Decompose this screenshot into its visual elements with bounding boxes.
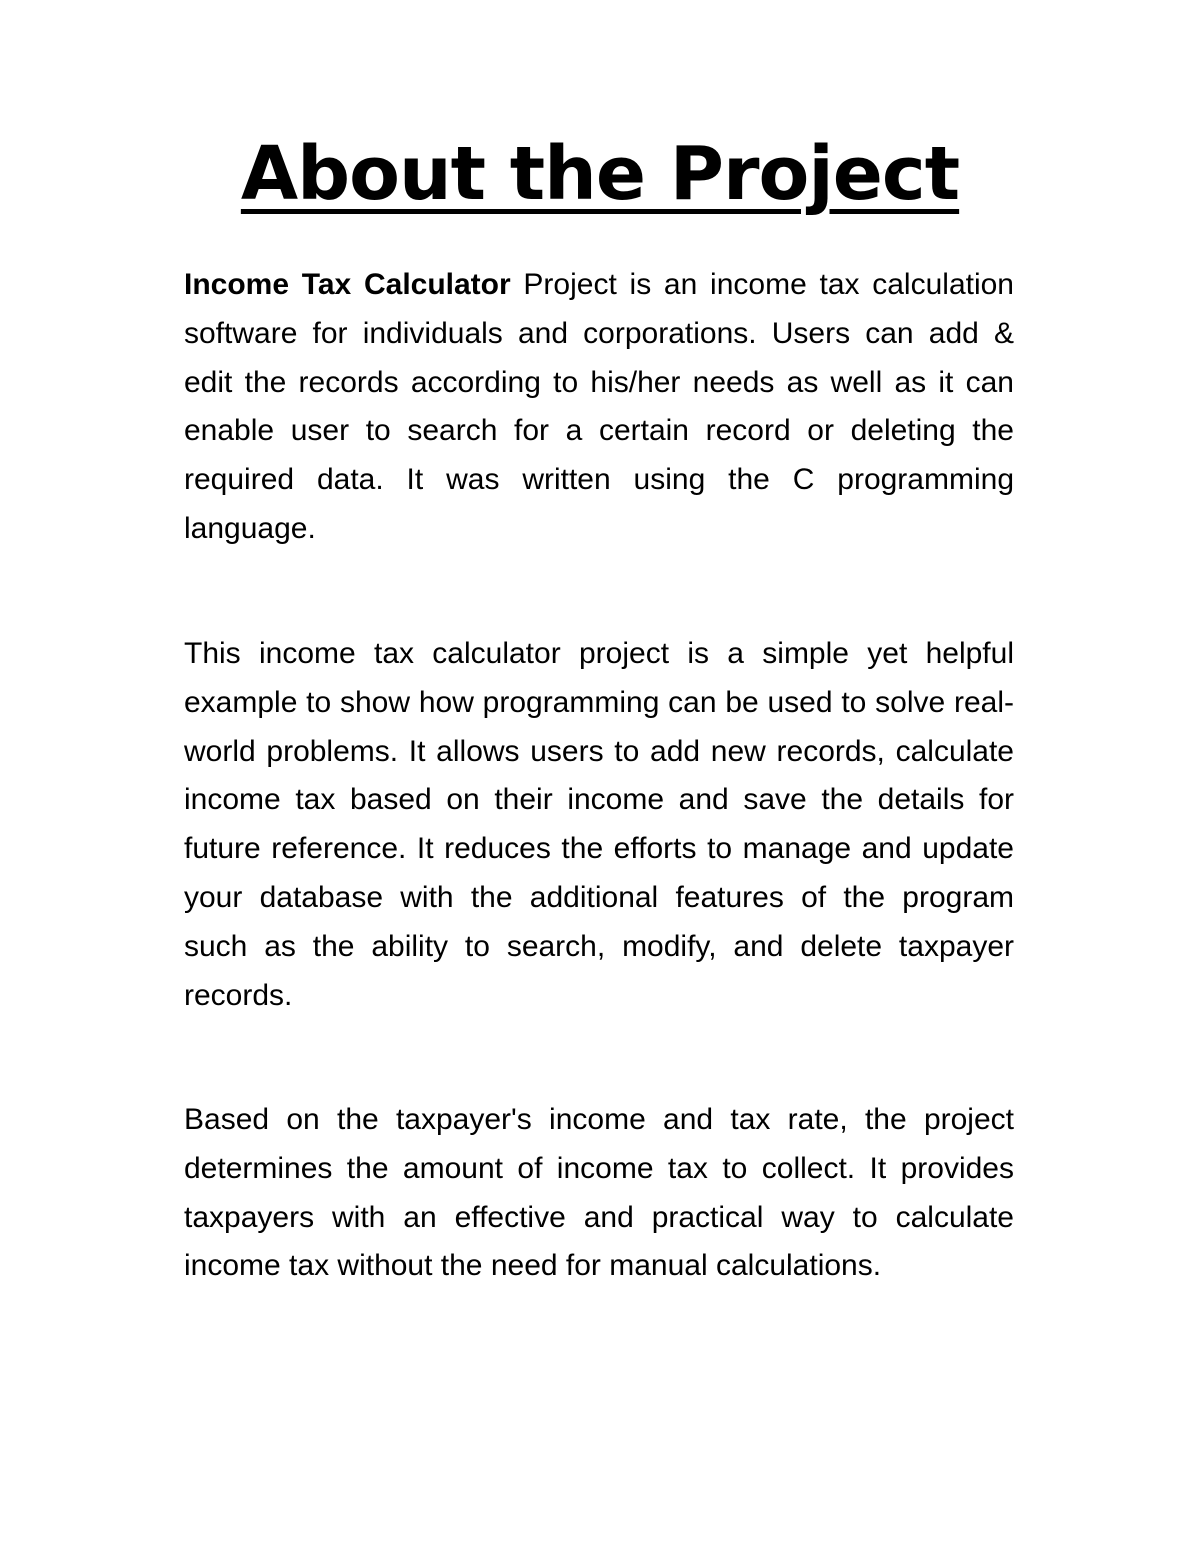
paragraph-intro [184,261,1014,554]
page-title [0,126,1200,222]
page-title-text: About the Project [240,131,960,217]
project-name: Income Tax Calculator [184,268,511,301]
paragraph-summary: Based on the taxpayer's income and tax rate, the project determines the amount of income tax to collect. It provides taxpayers with an effective and practical way to calculate income tax without the need for manual calculations. [184,1103,1014,1283]
paragraph-features: This income tax calculator project is a simple yet helpful example to show how programming can be used to solve real-world problems. It allows users to add new records, calculate income tax based on their income and save the details for future reference. It reduces the efforts to manage and update your database with the additional features of the program such as the ability to search, modify, and delete taxpayer records. [184,637,1014,1012]
paragraph-intro-text: Project is an income tax calculation software for individuals and corporations. Users can add & edit the records according to his/her needs as well as it can enable user to search for a certain record or deleting the required data. It was written using the C programming language. [184,268,1014,545]
